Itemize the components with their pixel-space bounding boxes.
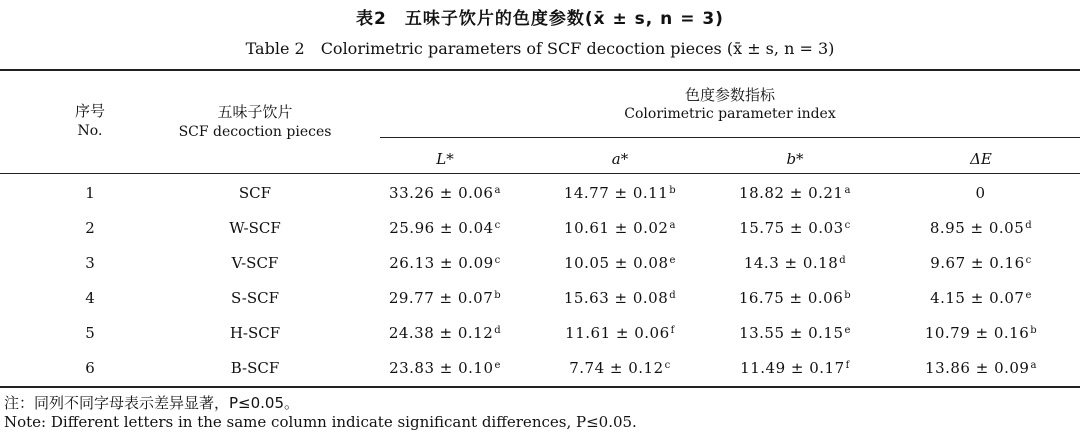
row-name: V-SCF <box>231 254 279 272</box>
row-a-value: 14.77 ± 0.11$^b$ <box>563 184 677 202</box>
header-no-cn: 序号 <box>74 102 105 120</box>
row-L-value: 29.77 ± 0.07$^b$ <box>388 289 502 307</box>
row-b-value: 11.49 ± 0.17$^f$ <box>740 359 850 377</box>
row-name: SCF <box>238 184 272 202</box>
row-no: 3 <box>85 254 95 272</box>
header-bottom-rule <box>0 173 1080 174</box>
row-dE-value: 9.67 ± 0.16$^c$ <box>930 254 1032 272</box>
header-no-en: No. <box>77 123 103 139</box>
row-a-value: 10.05 ± 0.08$^e$ <box>564 254 676 272</box>
row-no: 5 <box>85 324 95 342</box>
header-index-cn: 色度参数指标 <box>684 86 775 104</box>
row-dE-value: 0 <box>975 184 986 202</box>
table-title-en: Table 2 Colorimetric parameters of SCF decoction pieces (x̄ ± s, n = 3) <box>245 39 835 58</box>
row-dE-value: 8.95 ± 0.05$^d$ <box>929 219 1033 237</box>
table-note-cn: 注：同列不同字母表示差异显著，P≤0.05。 <box>4 394 300 412</box>
row-a-value: 15.63 ± 0.08$^d$ <box>563 289 677 307</box>
header-col-b: b* <box>786 150 804 168</box>
row-L-value: 25.96 ± 0.04$^c$ <box>389 219 501 237</box>
header-col-dE: ΔE <box>970 150 992 168</box>
row-name: W-SCF <box>229 219 281 237</box>
row-a-value: 11.61 ± 0.06$^f$ <box>565 324 675 342</box>
header-col-a: a* <box>611 150 629 168</box>
row-dE-value: 13.86 ± 0.09$^a$ <box>925 359 1037 377</box>
row-b-value: 15.75 ± 0.03$^c$ <box>739 219 851 237</box>
row-no: 4 <box>85 289 95 307</box>
row-no: 1 <box>85 184 95 202</box>
row-a-value: 10.61 ± 0.02$^a$ <box>564 219 676 237</box>
row-dE-value: 4.15 ± 0.07$^e$ <box>930 289 1032 307</box>
header-col-L: L* <box>436 150 454 168</box>
row-b-value: 18.82 ± 0.21$^a$ <box>739 184 851 202</box>
row-no: 6 <box>85 359 95 377</box>
row-b-value: 16.75 ± 0.06$^b$ <box>738 289 852 307</box>
header-pieces-en: SCF decoction pieces <box>178 124 332 140</box>
row-L-value: 23.83 ± 0.10$^e$ <box>389 359 501 377</box>
row-b-value: 14.3 ± 0.18$^d$ <box>743 254 847 272</box>
row-name: S-SCF <box>230 289 280 307</box>
row-name: B-SCF <box>230 359 280 377</box>
bottom-rule <box>0 386 1080 388</box>
row-no: 2 <box>85 219 95 237</box>
table-title-cn: 表2 五味子饮片的色度参数(x̄ ± s, n = 3) <box>356 9 724 29</box>
header-index-en: Colorimetric parameter index <box>624 106 836 122</box>
header-sub-rule <box>380 137 1080 138</box>
row-dE-value: 10.79 ± 0.16$^b$ <box>924 324 1038 342</box>
row-b-value: 13.55 ± 0.15$^e$ <box>739 324 851 342</box>
row-L-value: 24.38 ± 0.12$^d$ <box>388 324 502 342</box>
row-a-value: 7.74 ± 0.12$^c$ <box>569 359 671 377</box>
top-rule <box>0 69 1080 71</box>
row-name: H-SCF <box>229 324 281 342</box>
row-L-value: 33.26 ± 0.06$^a$ <box>389 184 501 202</box>
table-note-en: Note: Different letters in the same column indicate significant differences, P≤0.05. <box>4 413 637 431</box>
row-L-value: 26.13 ± 0.09$^c$ <box>389 254 501 272</box>
header-pieces-cn: 五味子饮片 <box>217 103 293 121</box>
